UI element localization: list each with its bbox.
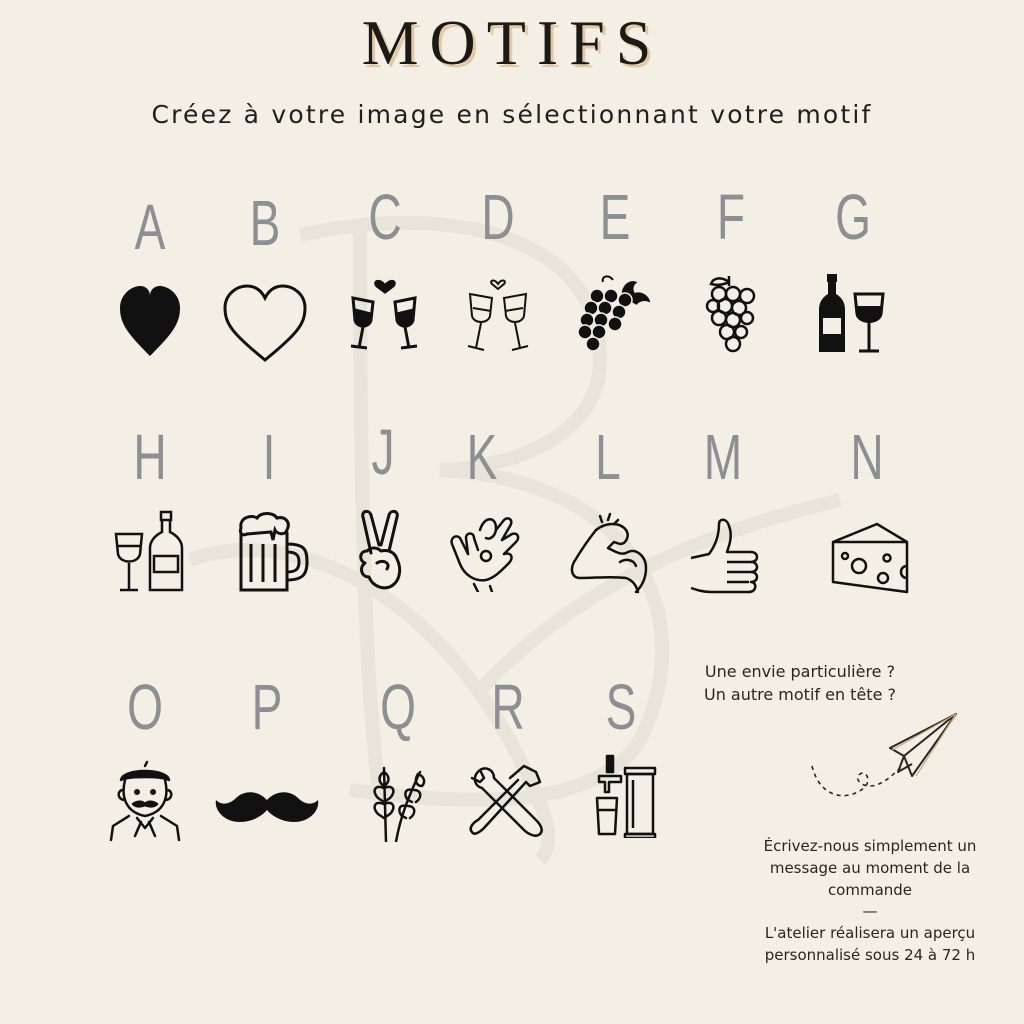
motif-letter: M — [703, 421, 743, 493]
motif-letter: C — [368, 181, 402, 253]
motif-letter: R — [491, 671, 525, 743]
motif-a[interactable] — [95, 190, 205, 390]
motif-e[interactable] — [560, 180, 670, 380]
motif-h[interactable] — [95, 420, 205, 620]
peace-hand-icon — [341, 507, 425, 591]
motif-letter: B — [249, 187, 281, 259]
motif-f[interactable] — [676, 180, 786, 380]
outline-heart-icon — [223, 282, 307, 366]
motif-letter: G — [835, 181, 871, 253]
motif-letter: A — [134, 191, 166, 263]
motif-m[interactable] — [668, 420, 778, 620]
instruction-line-3: commande — [827, 880, 913, 899]
paper-plane-icon — [806, 710, 966, 810]
crossed-tools-icon — [466, 762, 550, 846]
motif-letter: I — [262, 421, 276, 493]
motif-letter: J — [371, 416, 395, 488]
motif-letter: L — [595, 421, 621, 493]
motif-letter: K — [466, 421, 498, 493]
motif-letter: P — [251, 671, 283, 743]
instruction-line-2: message au moment de la — [769, 858, 971, 877]
wheat-icon — [356, 758, 440, 842]
question-line-1: Une envie particulière ? — [704, 662, 896, 681]
motif-letter: Q — [380, 671, 416, 743]
instruction-separator: — — [862, 902, 878, 921]
glass-and-bottle-outline-icon — [108, 508, 192, 592]
motif-d[interactable] — [443, 180, 553, 380]
ok-hand-icon — [440, 508, 524, 592]
motif-letter: E — [599, 181, 631, 253]
motif-p[interactable] — [212, 670, 322, 870]
motif-o[interactable] — [90, 670, 200, 870]
beer-mug-icon — [227, 510, 311, 594]
order-instructions — [740, 836, 1000, 967]
motif-b[interactable] — [210, 187, 320, 390]
chef-with-beret-icon — [103, 760, 187, 844]
instruction-line-5: personnalisé sous 24 à 72 h — [764, 945, 976, 964]
cheese-icon — [825, 512, 909, 596]
instruction-line-4: L'atelier réalisera un aperçu — [764, 924, 976, 942]
motif-letter: O — [127, 671, 163, 743]
instruction-line-1: Écrivez-nous simplement un — [763, 837, 977, 855]
motif-l[interactable] — [553, 420, 663, 620]
motif-letter: H — [133, 421, 167, 493]
motif-j[interactable] — [328, 415, 438, 615]
custom-motif-question — [670, 660, 930, 706]
wine-glasses-toast-outline-icon — [456, 272, 540, 356]
wine-glasses-toast-heart-icon — [343, 272, 427, 356]
motif-letter: S — [605, 671, 637, 743]
thumbs-up-icon — [681, 516, 765, 600]
wine-bottle-and-glass-icon — [811, 272, 895, 356]
motif-q[interactable] — [343, 670, 453, 870]
grapes-with-leaf-icon — [573, 272, 657, 356]
grapes-outline-icon — [689, 272, 773, 356]
page-subtitle: Créez à votre image en sélectionnant votre motif — [151, 100, 873, 129]
page-title: MOTIFS — [361, 7, 663, 78]
question-line-2: Un autre motif en tête ? — [703, 685, 896, 705]
motif-letter: N — [850, 421, 884, 493]
motif-letter: F — [716, 181, 746, 253]
motif-i[interactable] — [214, 420, 324, 620]
motif-s[interactable] — [566, 670, 676, 870]
flexed-arm-icon — [566, 512, 650, 596]
motif-c[interactable] — [330, 180, 440, 380]
motif-letter: D — [481, 181, 515, 253]
mustache-icon — [214, 766, 320, 850]
motif-n[interactable] — [812, 420, 922, 620]
motif-k[interactable] — [427, 420, 537, 620]
filled-heart-icon — [108, 280, 192, 364]
beer-tap-icon — [579, 754, 663, 838]
motif-r[interactable] — [453, 670, 563, 870]
motif-g[interactable] — [798, 180, 908, 380]
